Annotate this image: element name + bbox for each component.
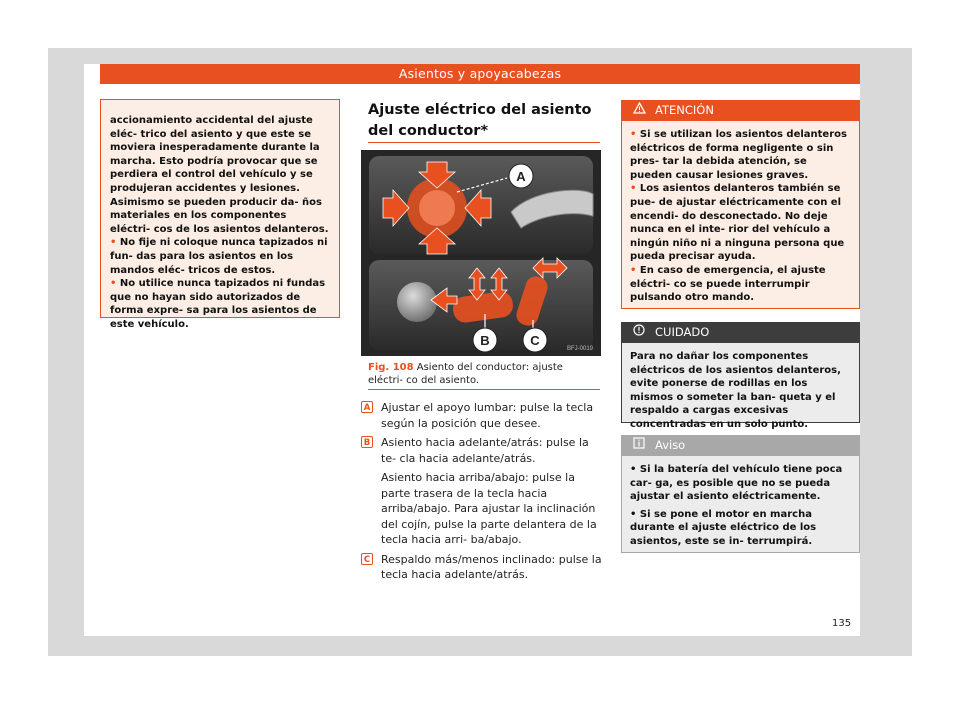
- info-icon: [629, 435, 649, 456]
- item-key-badge: B: [361, 436, 373, 448]
- callout-a-label: A: [516, 169, 526, 184]
- atencion-bullet: • Si se utilizan los asientos delanteros eléctricos de forma negligente o sin pres- tar la debida atención, se pueden causar lesiones graves.: [630, 129, 847, 181]
- rotary-knob: [397, 282, 437, 322]
- section-title: Ajuste eléctrico del asiento del conductor*: [368, 102, 592, 139]
- page-number: 135: [832, 618, 852, 629]
- atencion-title: ATENCIÓN: [655, 103, 714, 117]
- list-item: [361, 400, 606, 431]
- item-text: Asiento hacia arriba/abajo: pulse la parte trasera de la tecla hacia arriba/abajo. Para ajustar la inclinación del cojín, pulse la parte delantera de la tecla hacia arri- ba/abajo.: [381, 471, 597, 546]
- control-list: [361, 400, 606, 587]
- item-key-badge: C: [361, 553, 373, 565]
- aviso-bullet: • Si se pone el motor en marcha durante el ajuste eléctrico de los asientos, este se in- terrumpirá.: [630, 508, 817, 547]
- figure-caption-text: Asiento del conductor: ajuste eléctri- co del asiento.: [368, 362, 563, 386]
- cuidado-text: Para no dañar los componentes eléctricos de los asientos delanteros, evite ponerse de rodillas en los mismos o someter la ban- queta y el respaldo a cargas excesivas concentradas en un solo punto.: [630, 351, 841, 430]
- aviso-bullet: • Si la batería del vehículo tiene poca car- ga, es posible que no se pueda ajustar el asiento eléctricamente.: [630, 464, 843, 503]
- callout-c-label: C: [530, 333, 540, 348]
- aviso-text: [630, 463, 851, 549]
- item-text: Respaldo más/menos inclinado: pulse la tecla hacia adelante/atrás.: [381, 552, 602, 581]
- item-key-badge: A: [361, 401, 373, 413]
- warning-paragraph: accionamiento accidental del ajuste eléc- trico del asiento y que este se moviera inesperadamente durante la marcha. Esto podría provocar que se perdiera el control del vehículo y se produjeran accidentes y lesiones. Asimismo se pueden producir da- ños materiales en los componentes eléctri- cos de los asientos delanteros.: [110, 115, 329, 235]
- exclamation-circle-icon: [629, 322, 649, 343]
- item-text: Asiento hacia adelante/atrás: pulse la te- cla hacia adelante/atrás.: [381, 436, 589, 465]
- warning-triangle-icon: [629, 100, 649, 121]
- warning-paragraph: • No utilice nunca tapizados ni fundas que no hayan sido autorizados de forma expre- sa para los asientos de este vehículo.: [110, 278, 326, 330]
- list-item: [361, 435, 606, 548]
- seat-controls-figure: [361, 150, 601, 356]
- seat-controls-illustration: [361, 150, 601, 356]
- figure-caption: [368, 362, 600, 387]
- warning-paragraph: • No fije ni coloque nunca tapizados ni fun- das para los asientos en los mandos eléc- tricos de estos.: [110, 237, 328, 276]
- section-title-rule: [368, 142, 600, 143]
- page-header: Asientos y apoyacabezas: [100, 64, 860, 84]
- figure-label: Fig. 108: [368, 362, 414, 373]
- atencion-bullet: • En caso de emergencia, el ajuste eléctri- co se puede interrumpir pulsando otro mando.: [630, 264, 826, 304]
- figure-code: BFJ-0019: [566, 346, 593, 352]
- atencion-box: [621, 100, 860, 309]
- atencion-text: [630, 128, 851, 305]
- atencion-header: [621, 100, 860, 121]
- caption-rule: [368, 389, 600, 390]
- list-item: [361, 552, 606, 583]
- item-text: Ajustar el apoyo lumbar: pulse la tecla según la posición que desee.: [381, 401, 594, 430]
- callout-b-label: B: [480, 333, 490, 348]
- cuidado-title: CUIDADO: [655, 325, 710, 339]
- warning-text: [110, 114, 330, 332]
- lumbar-button-center: [419, 190, 455, 226]
- warning-continuation-box: [100, 99, 340, 330]
- aviso-title: Aviso: [655, 438, 686, 452]
- cuidado-header: [621, 322, 860, 343]
- aviso-header: [621, 435, 860, 456]
- atencion-bullet: • Los asientos delanteros también se pue- de ajustar eléctricamente con el encendi- do desconectado. No deje nunca en el inte- rior del vehículo a ningún niño ni a ninguna persona que pueda precisar ayuda.: [630, 183, 845, 263]
